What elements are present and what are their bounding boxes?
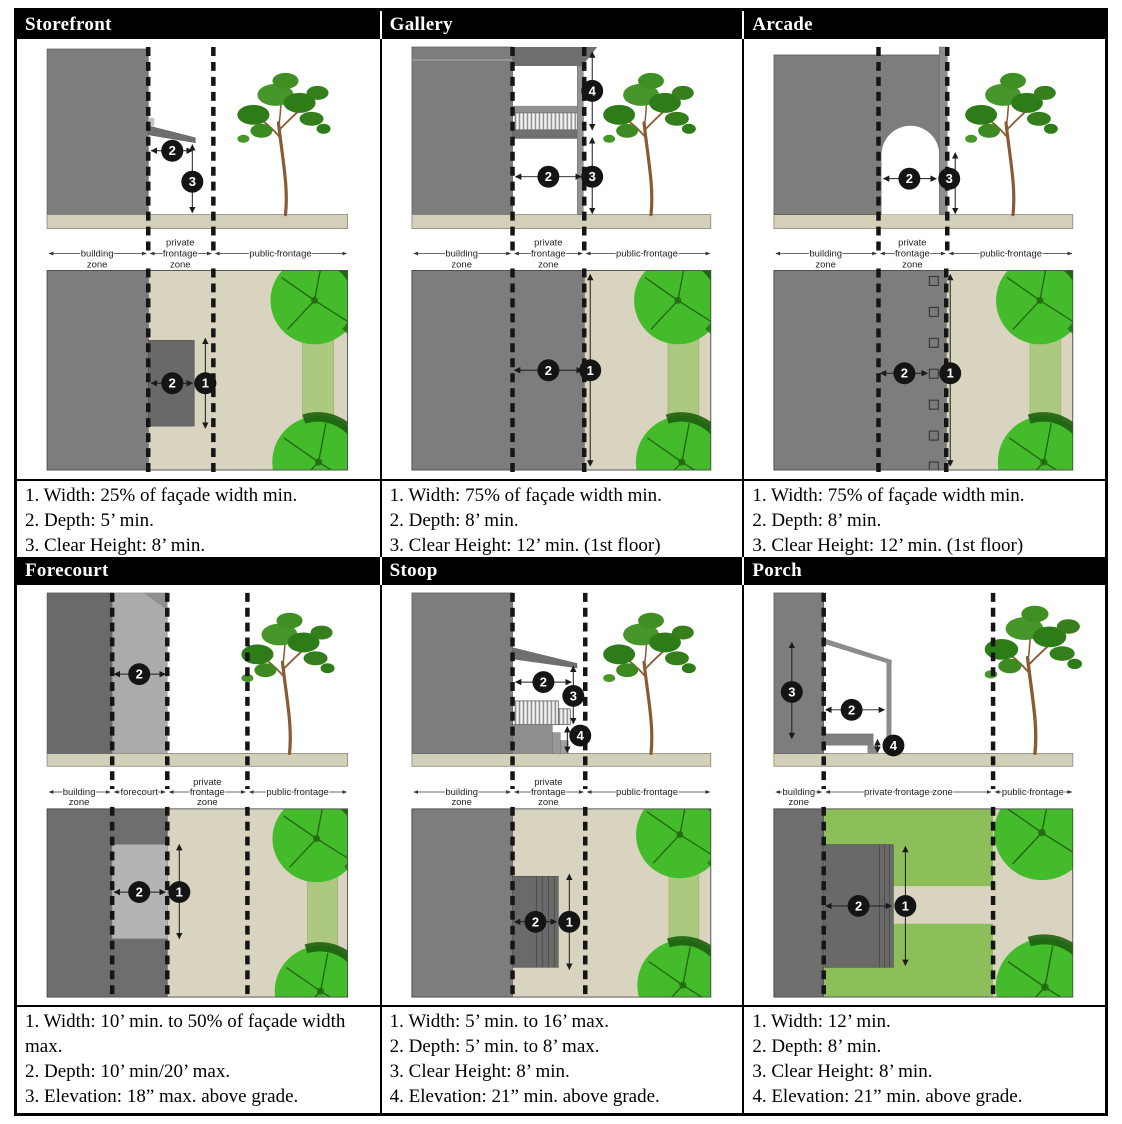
svg-text:3: 3 <box>569 688 577 704</box>
header-storefront <box>17 11 380 39</box>
svg-text:2: 2 <box>855 898 863 914</box>
marker-2-badge <box>899 168 921 190</box>
porch-diagram-svg <box>744 585 1105 1005</box>
svg-text:1: 1 <box>586 362 594 378</box>
tree-icon <box>996 257 1084 345</box>
forecourt-plan-view <box>47 795 366 1005</box>
spec-item: 1. Width: 75% of façade width min. <box>389 485 662 506</box>
porch-roof <box>824 638 892 664</box>
marker-1-badge <box>194 372 216 394</box>
marker-2-badge <box>848 895 870 917</box>
marker-2-badge <box>161 372 183 394</box>
diagram-storefront <box>17 39 380 479</box>
svg-text:building: building <box>809 248 843 260</box>
spec-item: 2. Depth: 8’ min. <box>752 509 882 531</box>
svg-text:public frontage: public frontage <box>615 248 678 260</box>
svg-text:2: 2 <box>848 702 856 718</box>
porch-deck <box>824 734 874 746</box>
marker-3-badge <box>181 171 203 193</box>
svg-text:zone: zone <box>537 259 559 271</box>
gallery-floor <box>512 130 583 139</box>
svg-text:zone: zone <box>902 259 923 271</box>
tree-icon <box>241 613 334 754</box>
marker-3-badge <box>562 685 584 707</box>
specs-gallery <box>380 479 743 557</box>
tree-icon <box>634 257 722 345</box>
svg-text:forecourt: forecourt <box>120 787 158 798</box>
svg-text:zone: zone <box>788 795 810 807</box>
spec-item: 3. Clear Height: 8’ min. <box>752 1060 933 1082</box>
porch-post <box>887 662 892 737</box>
storefront-diagram-svg <box>17 39 380 479</box>
spec-item: 3. Elevation: 18” max. above grade. <box>25 1085 299 1107</box>
marker-2-badge <box>841 699 863 721</box>
header-porch <box>742 557 1105 585</box>
svg-text:4: 4 <box>576 728 584 744</box>
svg-text:public frontage: public frontage <box>1002 786 1065 797</box>
spec-item: 3. Clear Height: 8’ min. <box>25 534 206 556</box>
svg-text:2: 2 <box>544 169 552 185</box>
svg-text:3: 3 <box>188 174 196 190</box>
marker-2-badge <box>161 140 183 162</box>
balcony-slab <box>512 106 583 113</box>
svg-text:3: 3 <box>945 171 954 187</box>
tree-icon <box>966 73 1059 215</box>
spec-item: 1. Width: 25% of façade width min. <box>25 485 298 506</box>
specs-storefront <box>17 479 380 557</box>
diagram-forecourt <box>17 585 380 1005</box>
marker-2-badge <box>128 663 150 685</box>
spec-item: 1. Width: 12’ min. <box>752 1011 891 1032</box>
marker-1-badge <box>168 881 190 903</box>
header-forecourt-label: Forecourt <box>25 560 109 581</box>
marker-4-badge <box>883 735 905 757</box>
balcony-railing <box>512 113 583 130</box>
svg-text:1: 1 <box>946 365 955 381</box>
spec-item: 2. Depth: 8’ min. <box>752 1035 882 1057</box>
spec-item: 3. Clear Height: 12’ min. (1st floor) <box>389 534 661 556</box>
porch-section-view <box>774 593 1082 807</box>
svg-text:zone: zone <box>537 795 559 807</box>
svg-text:2: 2 <box>135 666 143 682</box>
marker-2-badge <box>537 166 559 188</box>
diagram-arcade <box>742 39 1105 479</box>
svg-text:building: building <box>62 787 96 798</box>
svg-text:2: 2 <box>531 914 539 930</box>
stoop-section-view <box>412 593 711 807</box>
svg-text:2: 2 <box>168 143 176 159</box>
gallery-plan-view <box>412 257 728 479</box>
spec-item: 1. Width: 5’ min. to 16’ max. <box>389 1011 609 1032</box>
porch-plan-view <box>774 785 1094 1005</box>
stoop-platform <box>512 725 552 754</box>
arcade-section-view <box>774 47 1073 271</box>
header-arcade <box>742 11 1105 39</box>
ground <box>47 215 348 229</box>
spec-item: 3. Clear Height: 8’ min. <box>389 1060 570 1082</box>
svg-text:2: 2 <box>135 884 143 900</box>
svg-text:zone: zone <box>451 259 472 271</box>
svg-text:private: private <box>898 237 927 249</box>
header-stoop <box>380 557 743 585</box>
svg-text:1: 1 <box>175 884 183 900</box>
tree-icon <box>985 606 1082 754</box>
svg-text:zone: zone <box>815 259 837 271</box>
zone-label: zone <box>169 259 191 271</box>
svg-text:2: 2 <box>906 171 914 187</box>
tree-icon <box>603 73 696 215</box>
zone-label: frontage <box>162 248 198 260</box>
header-porch-label: Porch <box>752 560 803 581</box>
svg-text:building: building <box>445 248 478 260</box>
stoop-railing <box>512 701 558 725</box>
zone-label: private <box>166 237 195 249</box>
marker-3-badge <box>581 166 603 188</box>
diagram-stoop <box>380 585 743 1005</box>
gallery-diagram-svg <box>382 39 743 479</box>
gallery-section-view <box>412 47 711 271</box>
storefront-section-view <box>47 47 348 270</box>
spec-item: 1. Width: 75% of façade width min. <box>752 485 1025 506</box>
spec-item: 1. Width: 10’ min. to 50% of façade width max. <box>25 1011 346 1057</box>
svg-text:1: 1 <box>902 898 910 914</box>
svg-text:private frontage zone: private frontage zone <box>864 786 954 797</box>
spec-item: 2. Depth: 5’ min. <box>25 509 154 531</box>
porch-step <box>868 745 878 753</box>
marker-1-badge <box>940 362 962 384</box>
svg-text:public frontage: public frontage <box>980 248 1043 260</box>
svg-text:building: building <box>782 786 816 797</box>
zone-label: building <box>80 248 114 260</box>
svg-text:zone: zone <box>197 796 218 808</box>
forecourt-section-view <box>47 593 348 808</box>
specs-arcade <box>742 479 1105 557</box>
marker-3-badge <box>781 681 803 703</box>
header-stoop-label: Stoop <box>389 560 438 581</box>
spec-item: 2. Depth: 5’ min. to 8’ max. <box>389 1035 600 1057</box>
spec-item: 4. Elevation: 21” min. above grade. <box>389 1085 660 1107</box>
specs-forecourt <box>17 1005 380 1113</box>
stoop-roof <box>512 647 577 668</box>
marker-2-badge <box>128 881 150 903</box>
marker-4-badge <box>569 725 591 747</box>
frontage-types-table <box>14 8 1108 1116</box>
building-mass <box>47 49 148 215</box>
svg-text:private: private <box>533 237 563 249</box>
specs-porch <box>742 1005 1105 1113</box>
svg-text:1: 1 <box>201 375 209 391</box>
header-gallery-label: Gallery <box>389 14 453 35</box>
svg-text:3: 3 <box>788 684 796 700</box>
spec-item: 4. Elevation: 21” min. above grade. <box>752 1085 1023 1107</box>
zone-label: public frontage <box>249 248 312 260</box>
tree-icon <box>994 785 1090 880</box>
diagram-porch <box>742 585 1105 1005</box>
marker-2-badge <box>532 671 554 693</box>
tree-icon <box>603 613 696 754</box>
svg-text:private: private <box>193 777 222 789</box>
forecourt-diagram-svg <box>17 585 380 1005</box>
diagram-gallery <box>380 39 743 479</box>
spec-item: 3. Clear Height: 12’ min. (1st floor) <box>752 534 1024 556</box>
marker-3-badge <box>939 168 961 190</box>
spec-item: 2. Depth: 10’ min/20’ max. <box>25 1060 231 1082</box>
svg-text:frontage: frontage <box>189 787 225 798</box>
specs-stoop <box>380 1005 743 1113</box>
svg-text:frontage: frontage <box>530 248 566 260</box>
header-arcade-label: Arcade <box>752 14 813 35</box>
svg-text:zone: zone <box>68 796 90 808</box>
svg-text:public frontage: public frontage <box>615 786 678 797</box>
svg-text:4: 4 <box>588 83 596 99</box>
spec-item: 2. Depth: 8’ min. <box>389 509 519 531</box>
marker-1-badge <box>558 911 580 933</box>
zone-label: zone <box>86 259 108 271</box>
svg-text:3: 3 <box>588 169 596 185</box>
storefront-plan-view <box>47 257 365 479</box>
marker-2-badge <box>537 359 559 381</box>
svg-text:frontage: frontage <box>895 248 931 260</box>
stoop-plan-view <box>412 791 729 1005</box>
svg-text:2: 2 <box>544 362 552 378</box>
svg-text:2: 2 <box>168 375 176 391</box>
header-forecourt <box>17 557 380 585</box>
building-mass <box>47 593 112 753</box>
svg-text:building: building <box>445 786 478 797</box>
svg-text:2: 2 <box>901 365 909 381</box>
svg-text:zone: zone <box>451 795 472 807</box>
header-gallery <box>380 11 743 39</box>
svg-text:public frontage: public frontage <box>266 787 329 798</box>
svg-text:private: private <box>533 776 563 788</box>
marker-1-badge <box>895 895 917 917</box>
header-storefront-label: Storefront <box>25 14 112 35</box>
svg-text:4: 4 <box>890 737 898 753</box>
marker-2-badge <box>524 911 546 933</box>
arcade-diagram-svg <box>744 39 1105 479</box>
marker-1-badge <box>579 359 601 381</box>
svg-text:1: 1 <box>565 914 573 930</box>
tree-icon <box>237 73 330 215</box>
svg-text:2: 2 <box>539 674 547 690</box>
svg-text:frontage: frontage <box>530 786 566 797</box>
tree-icon <box>270 257 358 345</box>
stoop-diagram-svg <box>382 585 743 1005</box>
marker-2-badge <box>894 362 916 384</box>
marker-4-badge <box>581 80 603 102</box>
arcade-plan-view <box>774 257 1090 479</box>
